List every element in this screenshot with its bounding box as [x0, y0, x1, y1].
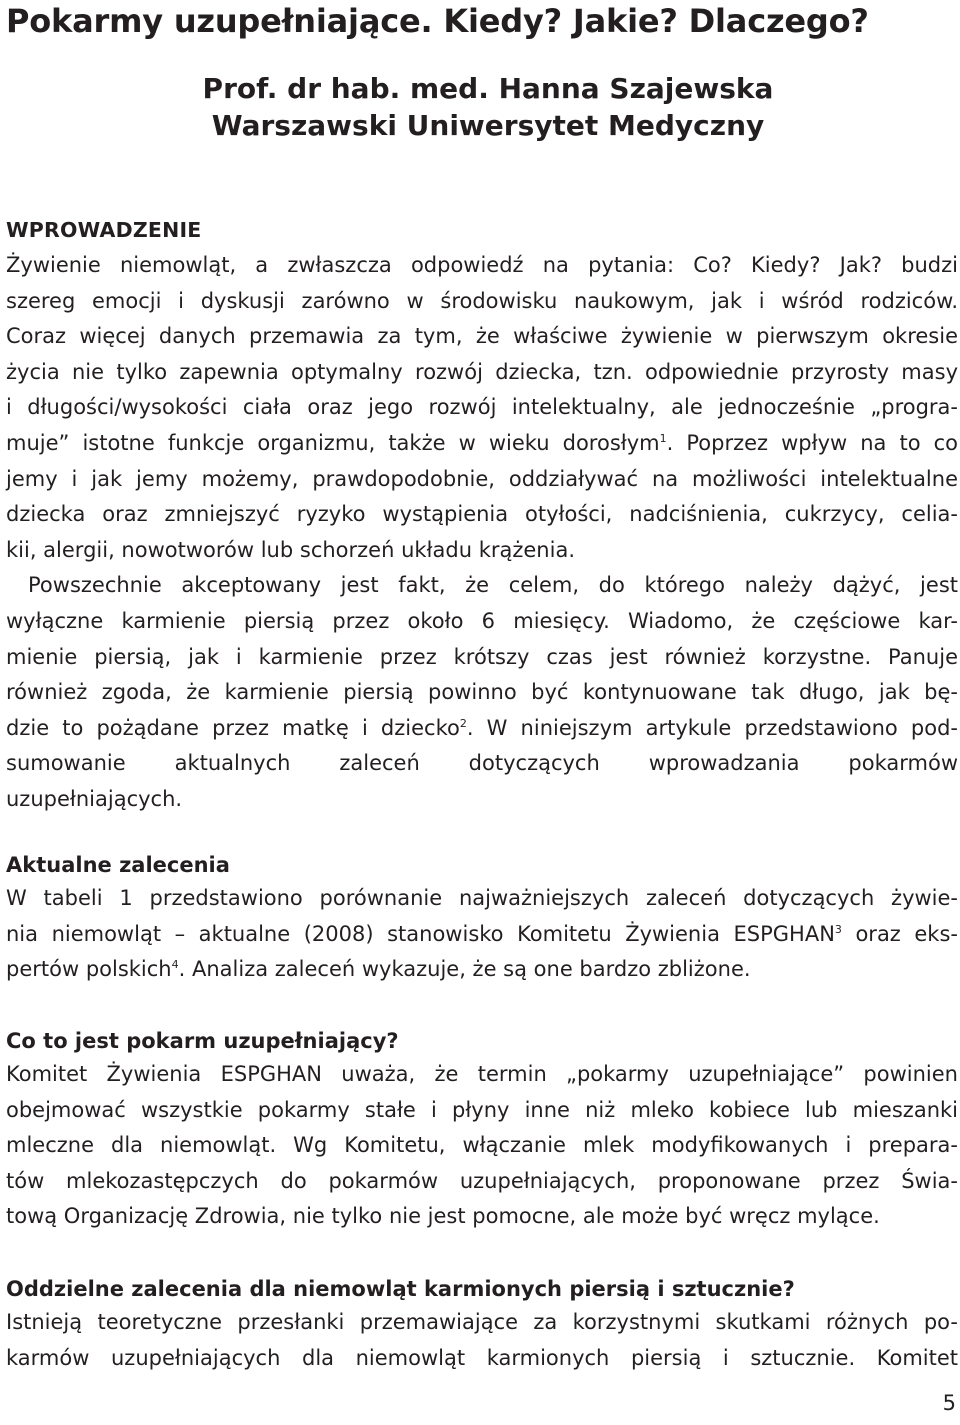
text-fragment: oraz eks-: [841, 921, 958, 946]
text-fragment: . W niniejszym artykule przedstawiono pod-: [466, 715, 958, 740]
text-fragment: nia niemowląt – aktualne (2008) stanowisko Komitetu Żywienia ESPGHAN: [6, 921, 835, 946]
footnote-ref: 3: [834, 922, 842, 936]
text-line: i długości/wysokości ciała oraz jego rozwój intelektualny, ale jednocześnie „progra-: [6, 395, 958, 420]
document-title: Pokarmy uzupełniające. Kiedy? Jakie? Dlaczego?: [6, 2, 869, 40]
text-line: Żywienie niemowląt, a zwłaszcza odpowiedź na pytania: Co? Kiedy? Jak? budzi: [6, 253, 958, 277]
text-line: [6, 952, 958, 988]
page-number: 5: [942, 1391, 956, 1415]
section-heading-what-is: Co to jest pokarm uzupełniający?: [6, 1029, 399, 1053]
paragraph-intro-1: [6, 248, 958, 568]
footnote-ref: 1: [659, 431, 667, 445]
text-fragment: . Poprzez wpływ na to co: [666, 430, 958, 455]
section-heading-current: Aktualne zalecenia: [6, 853, 230, 877]
paragraph-separate: [6, 1305, 958, 1376]
text-line: Istnieją teoretyczne przesłanki przemawiające za korzystnymi skutkami różnych po-: [6, 1310, 958, 1334]
author-name: Prof. dr hab. med. Hanna Szajewska: [202, 72, 774, 105]
text-line: karmów uzupełniających dla niemowląt karmionych piersią i sztucznie. Komitet: [6, 1345, 958, 1370]
text-line: szereg emocji i dyskusji zarówno w środowisku naukowym, jak i wśród rodziców.: [6, 288, 958, 313]
text-line: W tabeli 1 przedstawiono porównanie najważniejszych zaleceń dotyczących żywie-: [6, 886, 958, 910]
text-line: uzupełniających.: [6, 786, 183, 811]
author-affiliation: Warszawski Uniwersytet Medyczny: [211, 109, 765, 142]
text-line: [6, 426, 958, 462]
footnote-ref: 4: [171, 958, 179, 972]
section-introduction: [6, 215, 958, 818]
text-line: tową Organizację Zdrowia, nie tylko nie jest pomocne, ale może być wręcz mylące.: [6, 1204, 880, 1229]
section-what-is: [6, 1026, 958, 1235]
text-line: jemy i jak jemy możemy, prawdopodobnie, oddziaływać na możliwości intelektualne: [6, 466, 958, 491]
text-line: mienie piersią, jak i karmienie przez krótszy czas jest również korzystne. Panuje: [6, 644, 958, 669]
section-heading-introduction: WPROWADZENIE: [6, 218, 202, 242]
text-line: życia nie tylko zapewnia optymalny rozwój dziecka, tzn. odpowiednie przyrosty masy: [6, 359, 958, 384]
paragraph-intro-2: [6, 568, 958, 817]
text-line: [6, 711, 958, 747]
paragraph-current: [6, 881, 958, 988]
text-line: Coraz więcej danych przemawia za tym, że właściwe żywienie w pierwszym okresie: [6, 324, 958, 349]
section-heading-separate: Oddzielne zalecenia dla niemowląt karmionych piersią i sztucznie?: [6, 1277, 795, 1301]
text-fragment: . Analiza zaleceń wykazuje, że są one bardzo zbliżone.: [178, 957, 751, 982]
text-line: [6, 917, 958, 953]
author-block: [6, 70, 960, 144]
text-line: mleczne dla niemowląt. Wg Komitetu, włączanie mlek modyfikowanych i prepara-: [6, 1133, 958, 1158]
text-line: wyłączne karmienie piersią przez około 6 miesięcy. Wiadomo, że częściowe kar-: [6, 608, 958, 633]
text-fragment: pertów polskich: [6, 957, 172, 982]
section-current-recommendations: [6, 850, 958, 988]
section-separate-recommendations: [6, 1274, 958, 1376]
text-line: również zgoda, że karmienie piersią powinno być kontynuowane tak długo, jak bę-: [6, 680, 958, 705]
footnote-ref: 2: [459, 716, 467, 730]
paragraph-what-is: [6, 1057, 958, 1235]
text-fragment: dzie to pożądane przez matkę i dziecko: [6, 715, 460, 740]
text-line: Komitet Żywienia ESPGHAN uważa, że termin „pokarmy uzupełniające” powinien: [6, 1062, 958, 1086]
text-line: tów mlekozastępczych do pokarmów uzupełniających, proponowane przez Świa-: [6, 1168, 958, 1193]
text-line: Powszechnie akceptowany jest fakt, że celem, do którego należy dążyć, jest: [28, 573, 958, 598]
text-line: sumowanie aktualnych zaleceń dotyczących wprowadzania pokarmów: [6, 751, 958, 776]
text-line: obejmować wszystkie pokarmy stałe i płyny inne niż mleko kobiece lub mieszanki: [6, 1097, 958, 1122]
text-line: dziecka oraz zmniejszyć ryzyko wystąpienia otyłości, nadciśnienia, cukrzycy, celia-: [6, 502, 958, 527]
text-fragment: muje” istotne funkcje organizmu, także w wieku dorosłym: [6, 430, 660, 455]
text-line: kii, alergii, nowotworów lub schorzeń układu krążenia.: [6, 537, 575, 562]
